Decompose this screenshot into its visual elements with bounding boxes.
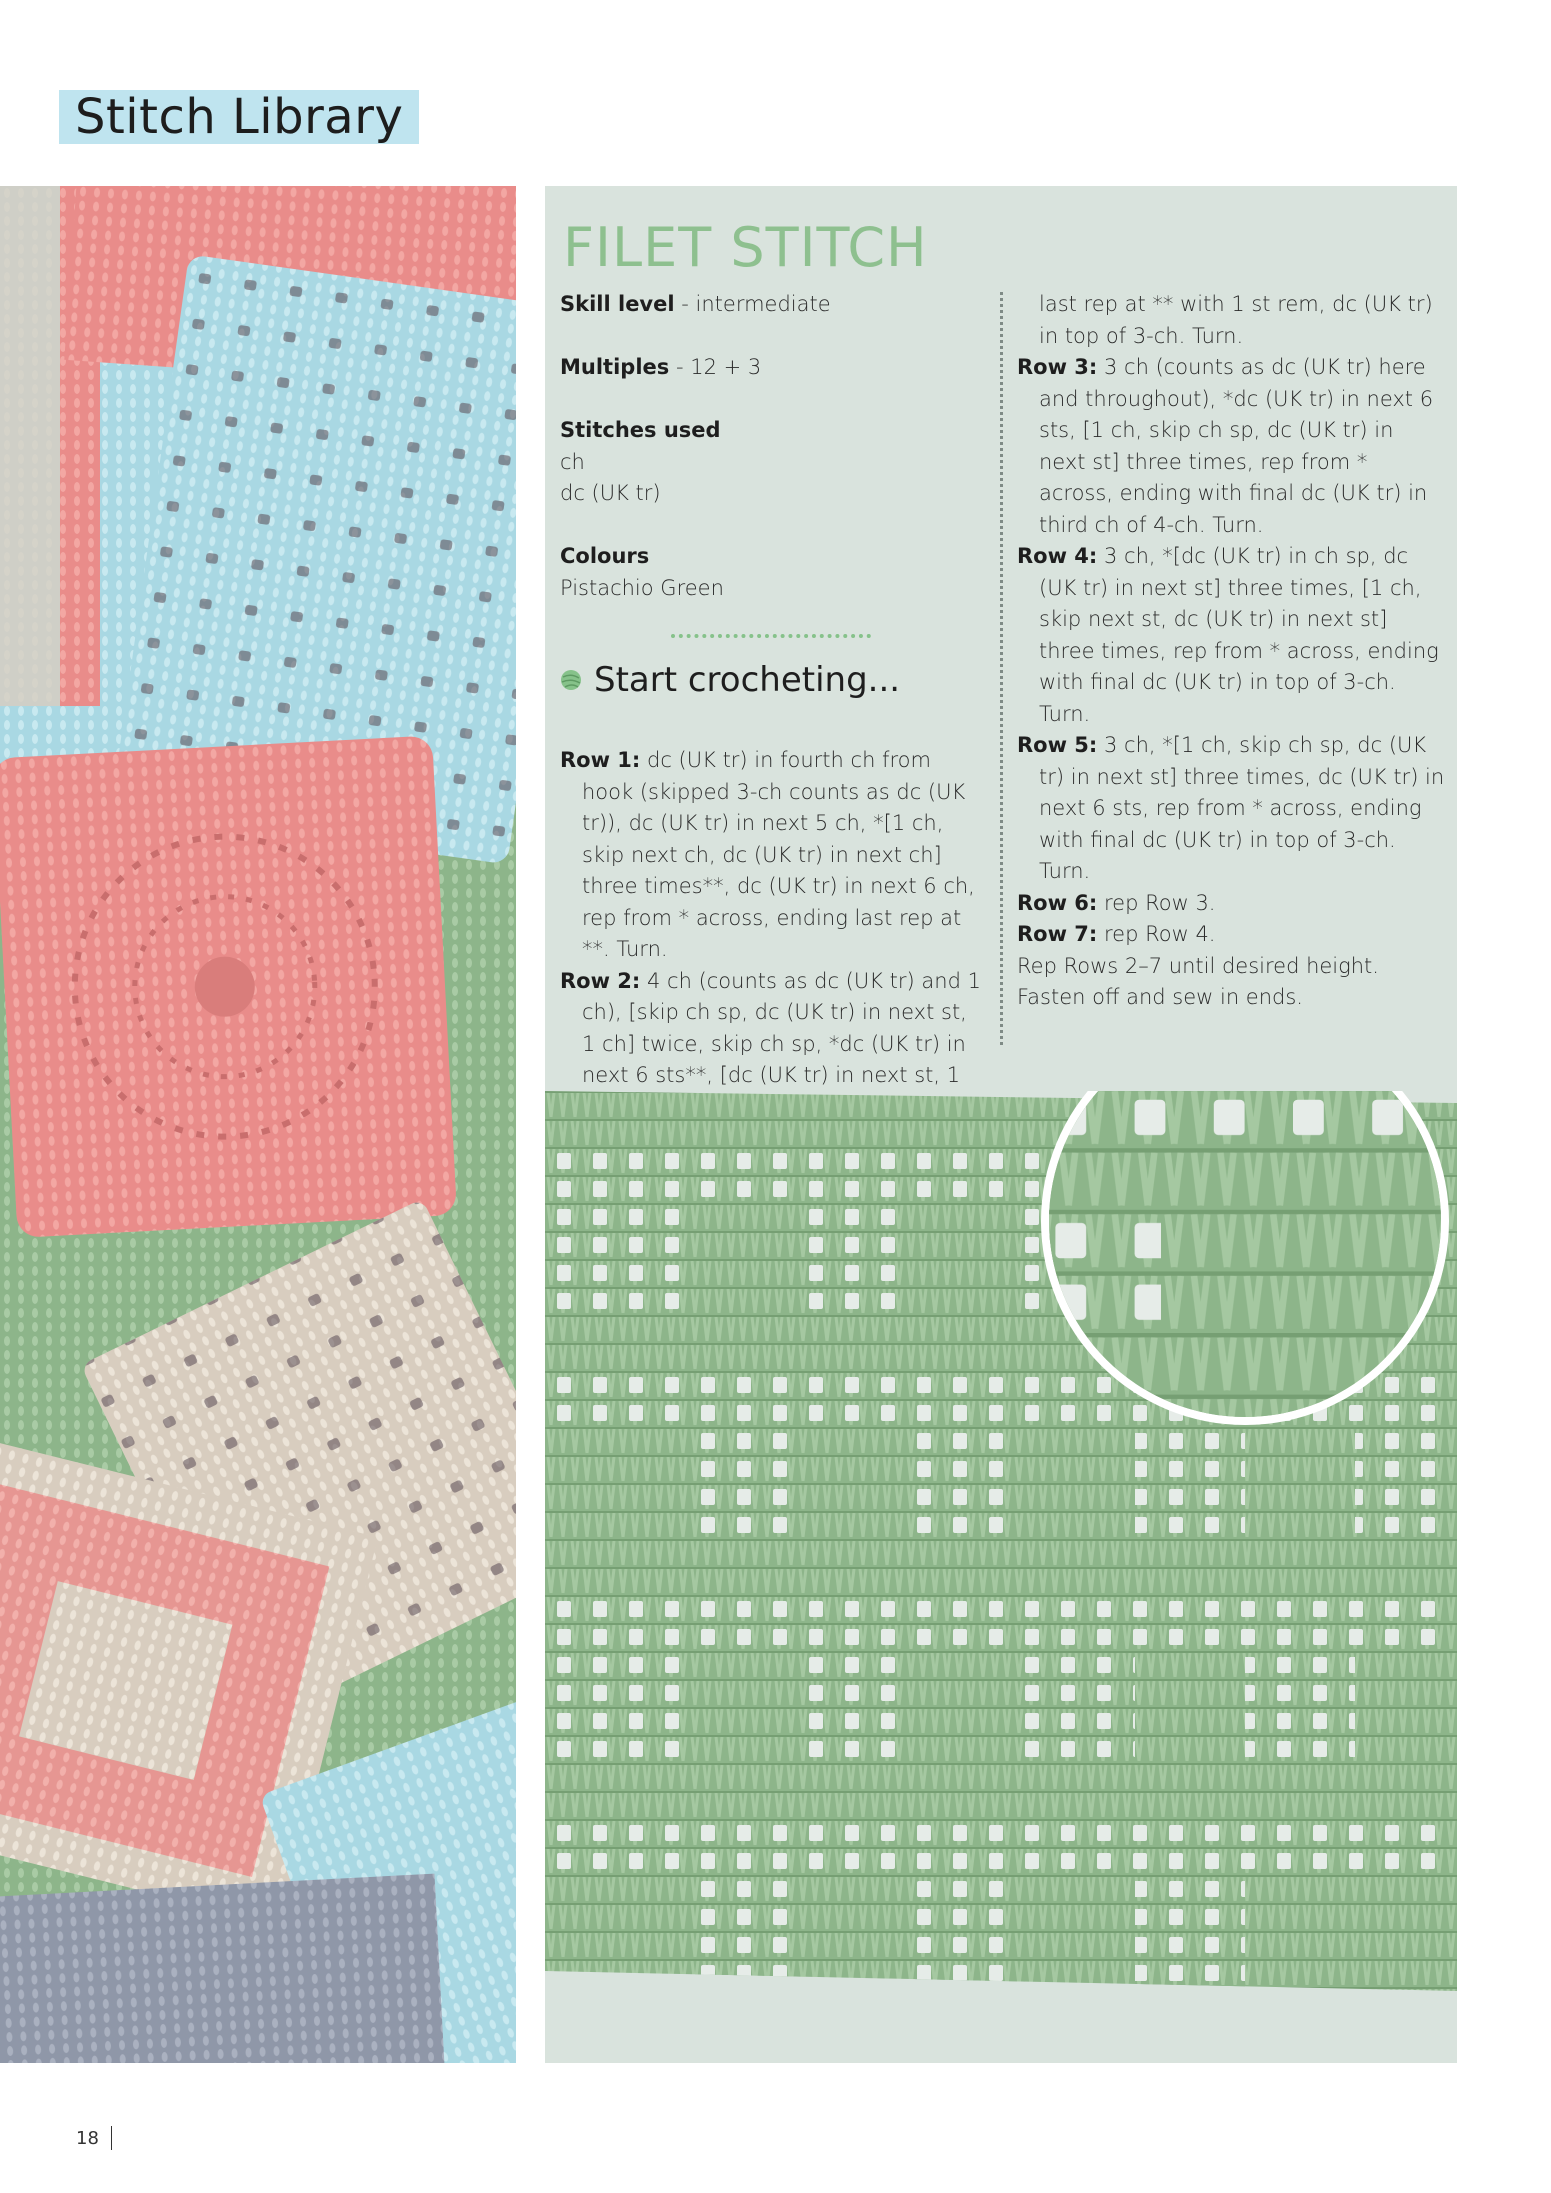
closing-line: Fasten off and sew in ends. — [1017, 985, 1303, 1009]
row-text: rep Row 3. — [1097, 890, 1216, 915]
row-label: Row 3: — [1017, 355, 1098, 379]
pattern-title: FILET STITCH — [563, 216, 928, 279]
granny-squares-photo — [0, 186, 516, 2063]
filet-swatch-photo — [545, 1091, 1457, 2063]
closing-line: Rep Rows 2–7 until desired height. — [1017, 953, 1379, 978]
row-text: rep Row 4. — [1097, 922, 1216, 946]
row-7 — [1017, 919, 1445, 951]
pattern-panel — [545, 186, 1457, 2063]
pattern-column-left — [560, 289, 985, 1155]
start-heading-text: Start crocheting... — [594, 660, 901, 700]
row-text: 4 ch (counts as dc (UK tr) and 1 ch), [skip ch sp, dc (UK tr) in next st, 1 ch] twice, skip ch sp, *dc (UK tr) in next 6 sts**, [dc (UK tr) in next st, 1 — [582, 968, 981, 1087]
pattern-column-right — [1017, 289, 1445, 1014]
multiples-label: Multiples — [560, 355, 670, 379]
row-label: Row 1: — [560, 748, 641, 772]
row-5 — [1017, 730, 1445, 888]
row-1 — [560, 745, 985, 966]
footer-rule — [111, 2126, 112, 2150]
stitches-used — [560, 415, 985, 510]
colours-value: Pistachio Green — [560, 575, 724, 600]
row-label: Row 5: — [1017, 733, 1098, 757]
skill-label: Skill level — [560, 292, 675, 316]
page-number: 18 — [76, 2127, 99, 2149]
row-text: 3 ch, *[dc (UK tr) in ch sp, dc (UK tr) in next st] three times, [1 ch, skip next st, dc (UK tr) in next st] three times, rep from * across, ending with final dc (UK tr) in top of 3-ch. Turn. — [1039, 544, 1439, 726]
multiples-value: - 12 + 3 — [675, 355, 762, 379]
row-label: Row 4: — [1017, 544, 1098, 568]
colours-label: Colours — [560, 544, 650, 568]
row-label: Row 2: — [560, 968, 641, 993]
row-4 — [1017, 541, 1445, 730]
row-2-continued: last rep at ** with 1 st rem, dc (UK tr) in top of 3-ch. Turn. — [1039, 292, 1433, 348]
row-label: Row 6: — [1017, 890, 1098, 915]
colours — [560, 541, 985, 604]
row-text: dc (UK tr) in fourth ch from hook (skipped 3-ch counts as dc (UK tr)), dc (UK tr) in next 5 ch, *[1 ch, skip next ch, dc (UK tr) in next ch] three times**, dc (UK tr) in next 6 ch, rep from * across, ending last rep at **. Turn. — [582, 748, 975, 961]
stitch-item: ch — [560, 449, 585, 474]
dotted-divider — [671, 634, 871, 638]
row-3 — [1017, 352, 1445, 541]
yarn-ball-icon — [560, 669, 582, 691]
stitch-item: dc (UK tr) — [560, 481, 661, 505]
row-label: Row 7: — [1017, 922, 1098, 946]
skill-level — [560, 289, 985, 321]
skill-value: - intermediate — [681, 292, 831, 316]
row-6 — [1017, 888, 1445, 920]
multiples — [560, 352, 985, 384]
page-footer — [76, 2126, 112, 2150]
stitches-label: Stitches used — [560, 418, 721, 442]
section-tab: Stitch Library — [59, 90, 419, 144]
column-divider — [1000, 292, 1003, 1045]
row-text: 3 ch (counts as dc (UK tr) here and throughout), *dc (UK tr) in next 6 sts, [1 ch, skip ch sp, dc (UK tr) in next st] three times, rep from * across, ending with final dc (UK tr) in third ch of 4-ch. Turn. — [1039, 355, 1434, 537]
row-text: 3 ch, *[1 ch, skip ch sp, dc (UK tr) in next st] three times, dc (UK tr) in next 6 sts, rep from * across, ending with final dc (UK tr) in top of 3-ch. Turn. — [1039, 733, 1445, 883]
start-heading — [560, 660, 985, 700]
